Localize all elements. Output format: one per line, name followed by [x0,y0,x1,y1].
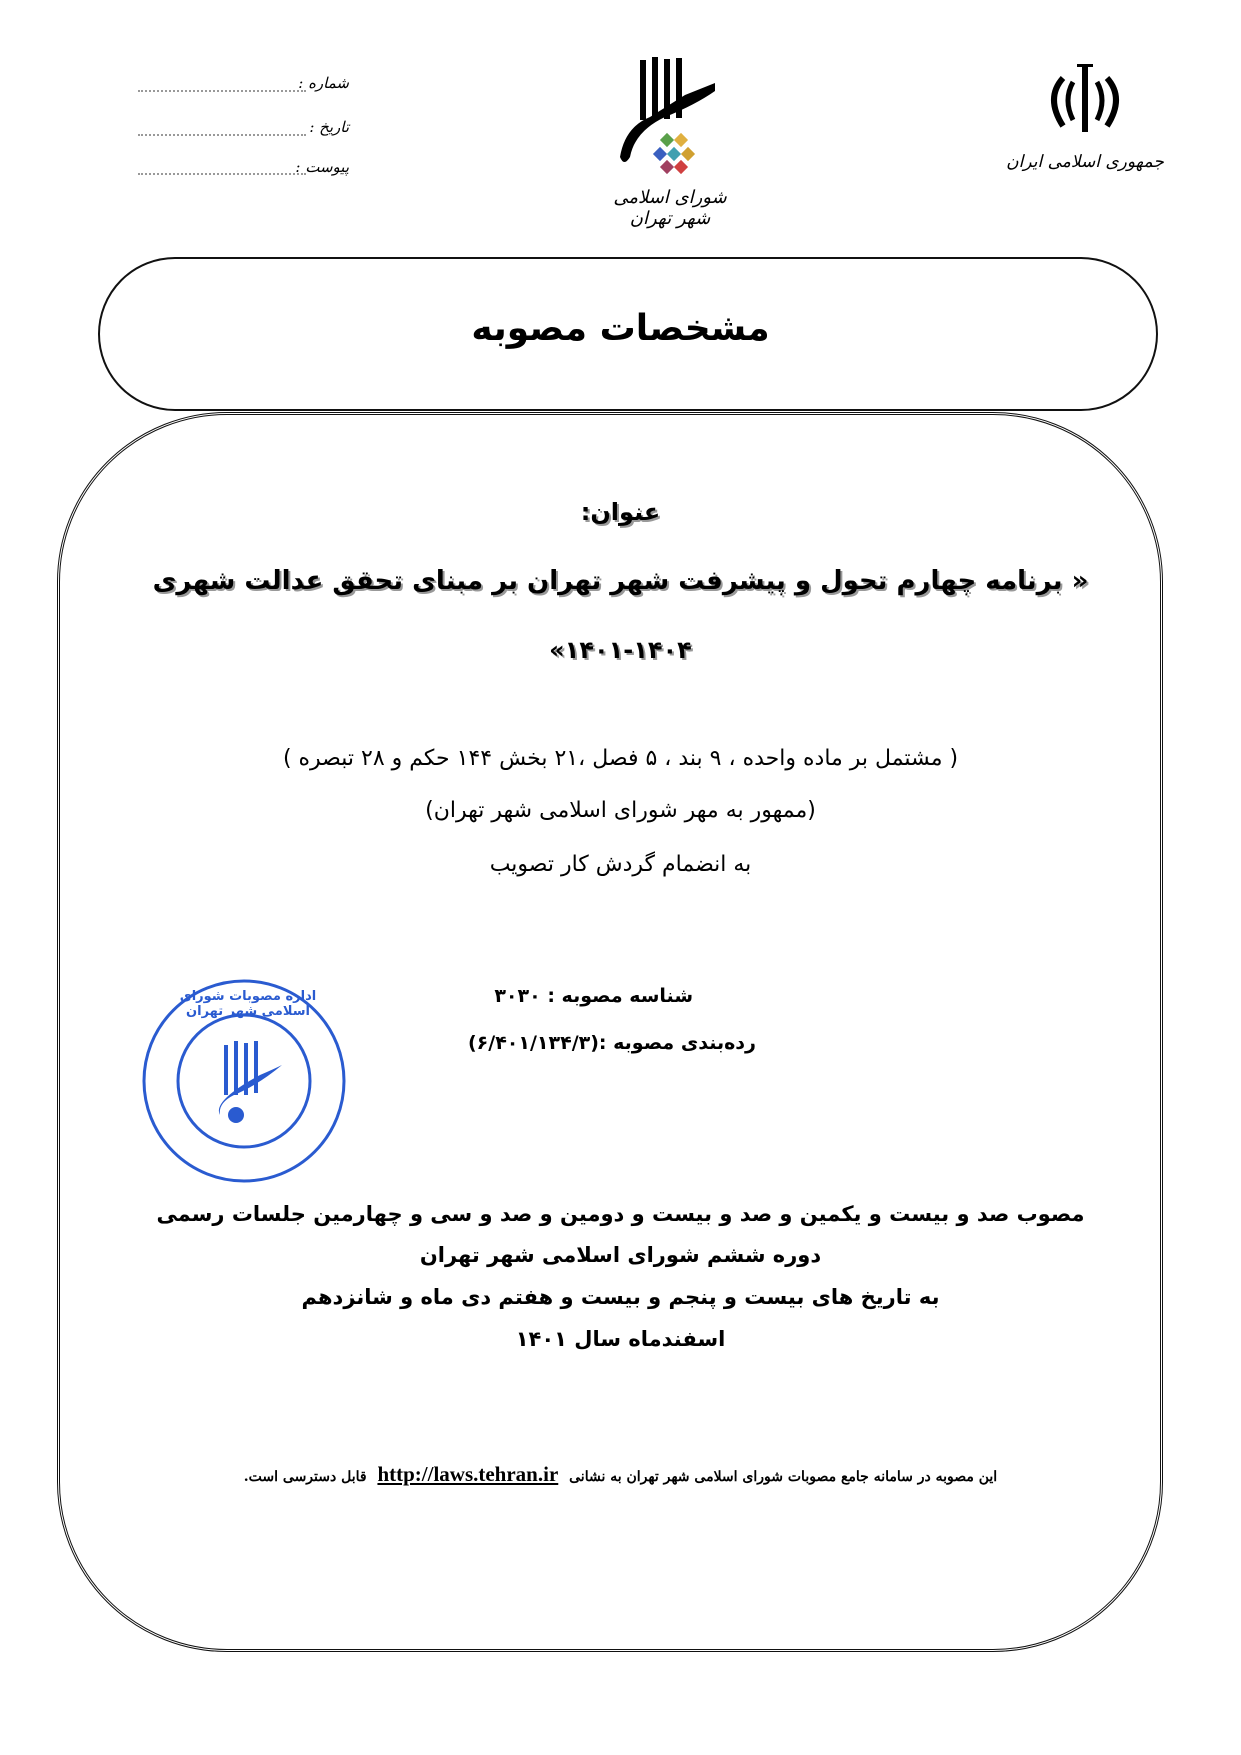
stamp-text: اداره مصوبات شورای اسلامی شهر تهران [179,989,317,1019]
date-field-line [138,134,306,136]
council-logo-text: شورای اسلامی شهر تهران [613,187,727,229]
subject-line-2: ۱۴۰۱-۱۴۰۴» [549,636,692,664]
number-label: شماره : [298,74,349,92]
approval-line-4: اسفندماه سال ۱۴۰۱ [515,1327,726,1351]
approval-line-1: مصوب صد و بیست و یکمین و صد و بیست و دومین و صد و سی و چهارمین جلسات رسمی [156,1202,1085,1226]
iran-emblem-icon [1005,58,1165,138]
footer-text-before: این مصوبه در سامانه جامع مصوبات شورای اسلامی شهر تهران به نشانی [569,1469,998,1485]
council-logo-icon [600,55,740,175]
council-stamp [138,975,350,1187]
laws-link[interactable]: http://laws.tehran.ir [377,1462,559,1486]
footer-note [0,1462,1241,1487]
subject-line-1: « برنامه چهارم تحول و پیشرفت شهر تهران بر مبنای تحقق عدالت شهری [152,566,1089,596]
resolution-classification: رده‌بندی مصوبه :(۶/۴۰۱/۱۳۴/۳) [467,1032,756,1054]
number-field-line [138,90,306,92]
tehran-council-logo [600,55,740,229]
resolution-id: شناسه مصوبه : ۳۰۳۰ [494,985,693,1007]
approval-line-3: به تاریخ های بیست و پنجم و بیست و هفتم دی ماه و شانزدهم [301,1285,940,1309]
details-line-2: (ممهور به مهر شورای اسلامی شهر تهران) [425,798,816,823]
details-line-3: به انضمام گردش کار تصویب [489,852,752,877]
page-title: مشخصات مصوبه [471,308,770,349]
iran-emblem-text: جمهوری اسلامی ایران [1006,152,1164,172]
iran-emblem [1005,58,1165,188]
details-line-1: ( مشتمل بر ماده واحده ، ۹ بند ، ۵ فصل ،۲۱ بخش ۱۴۴ حکم و ۲۸ تبصره ) [282,746,959,771]
date-label: تاریخ : [309,118,349,136]
subject-label: عنوان: [580,498,661,526]
approval-line-2: دوره ششم شورای اسلامی شهر تهران [419,1243,822,1267]
attachment-field-line [138,173,306,175]
attachment-label: پیوست : [295,158,349,176]
footer-text-after: قابل دسترسی است. [243,1469,367,1485]
